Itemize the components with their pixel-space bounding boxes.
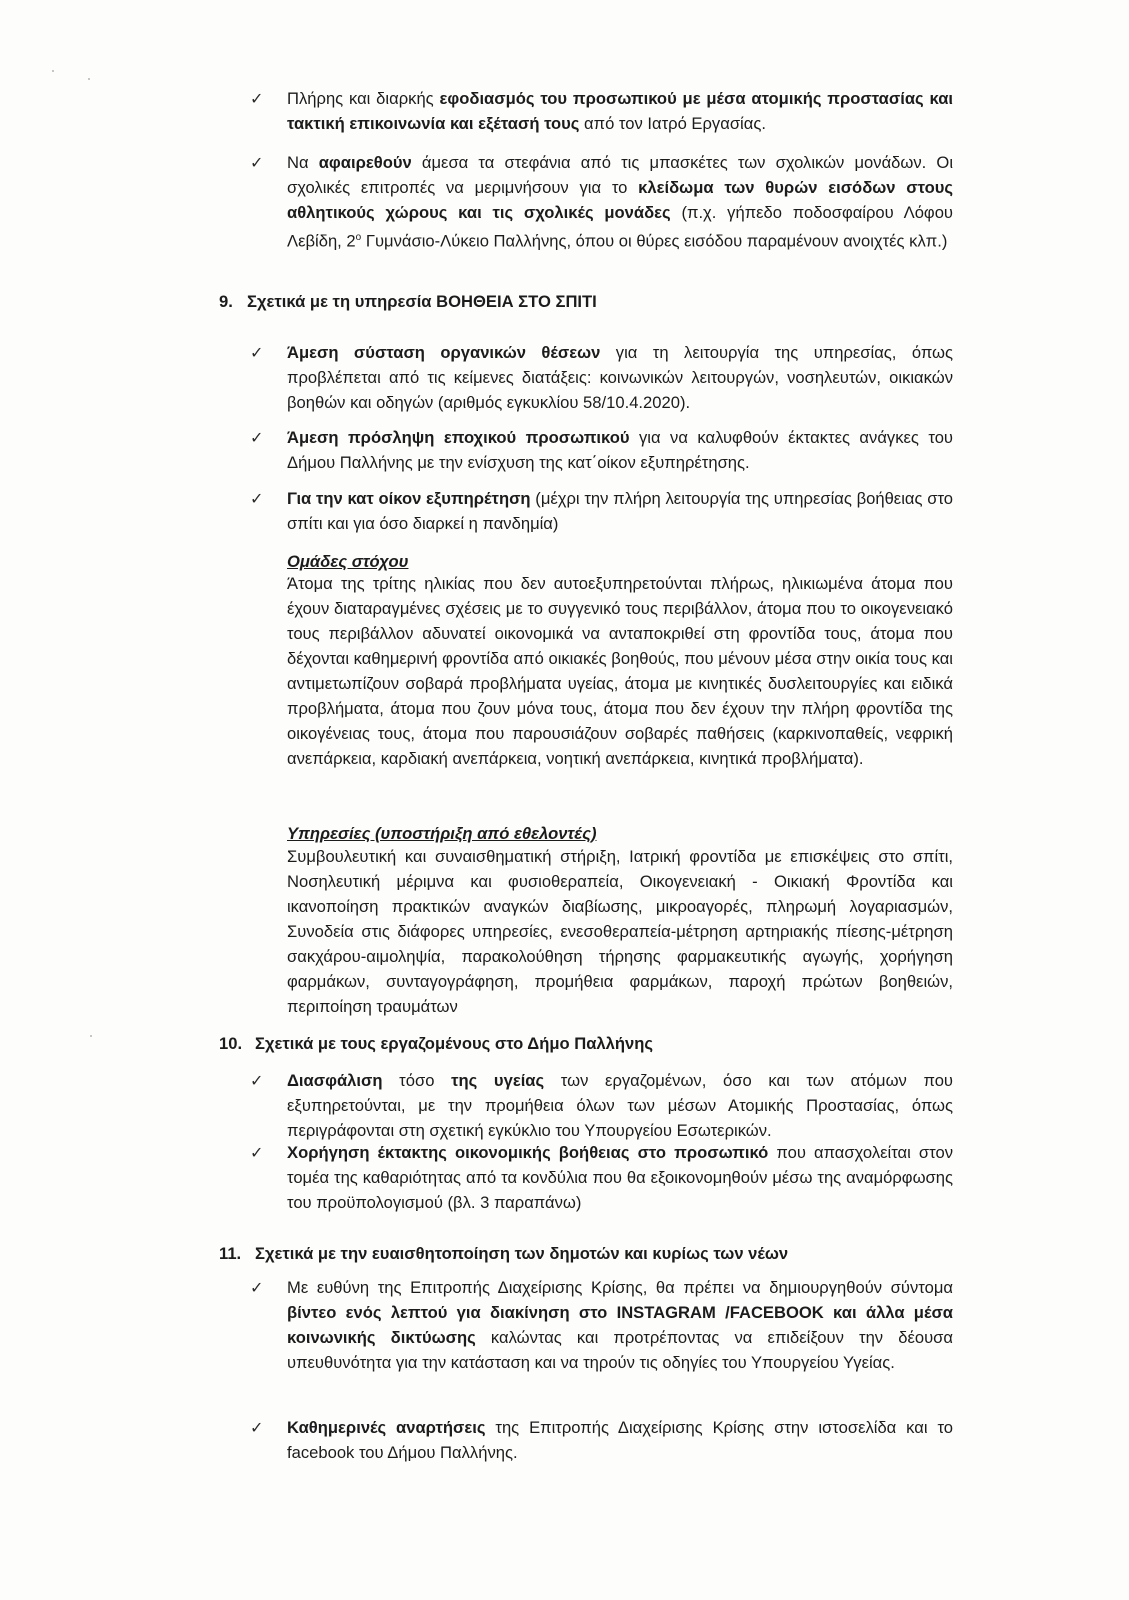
list-item-ppe: Πλήρης και διαρκής εφοδιασμός του προσωπικού με μέσα ατομικής προστασίας και τακτική επικοινωνία και εξέτασή τους από τον Ιατρό Εργασίας. xyxy=(287,89,954,133)
checkmark-icon: ✓ xyxy=(250,491,264,508)
checkmark-icon: ✓ xyxy=(250,1145,264,1162)
list-item-positions: Άμεση σύσταση οργανικών θέσεων για τη λειτουργία της υπηρεσίας, όπως προβλέπεται από τις κείμενες διατάξεις: κοινωνικών λειτουργών, νοσηλευτών, οικιακών βοηθών και οδηγών (αριθμός εγκυκλίου 58/10.4.2020). xyxy=(287,343,954,412)
target-groups-text: Άτομα της τρίτης ηλικίας που δεν αυτοεξυπηρετούνται πλήρως, ηλικιωμένα άτομα που έχουν διαταραγμένες σχέσεις με το συγγενικό τους περιβάλλον, άτομα που το οικογενειακό τους περιβάλλον αδυνατεί οικονομικά να ανταποκριθεί στη φροντίδα τους, άτομα που δέχονται καθημερινή φροντίδα από οικιακές βοηθούς, που μένουν μέσα στην οικία τους και αντιμετωπίζουν σοβαρά προβλήματα υγείας, άτομα με κινητικές δυσλειτουργίες και ειδικά προβλήματα, άτομα που ζουν μόνα τους, άτομα που δεν έχουν την πλήρη φροντίδα της οικογένειας τους, άτομα που παρουσιάζουν σοβαρές παθήσεις (καρκινοπαθείς, νεφρική ανεπάρκεια, καρδιακή ανεπάρκεια, νοητική ανεπάρκεια, κινητικά προβλήματα). xyxy=(287,574,953,768)
list-item-homecare: Για την κατ οίκον εξυπηρέτηση (μέχρι την πλήρη λειτουργία της υπηρεσίας βοήθειας στο σπίτι και για όσο διαρκεί η πανδημία) xyxy=(287,489,953,533)
checkmark-icon: ✓ xyxy=(250,430,264,447)
section-9-heading: 9. Σχετικά με τη υπηρεσία ΒΟΗΘΕΙΑ ΣΤΟ ΣΠΙΤΙ xyxy=(219,292,597,311)
scan-speck xyxy=(90,1035,92,1037)
checkmark-icon: ✓ xyxy=(250,1280,264,1297)
list-item-video: Με ευθύνη της Επιτροπής Διαχείρισης Κρίσης, θα πρέπει να δημιουργηθούν σύντομα βίντεο ενός λεπτού για διακίνηση στο INSTAGRAM /FACEBOOK και άλλα μέσα κοινωνικής δικτύωσης καλώντας και προτρέποντας να επιδείξουν την δέουσα υπευθυνότητα για την κατάσταση και να τηρούν τις οδηγίες του Υπουργείου Υγείας. xyxy=(287,1278,953,1372)
checkmark-icon: ✓ xyxy=(250,1073,264,1090)
checkmark-icon: ✓ xyxy=(250,1420,264,1437)
section-11-heading: 11. Σχετικά με την ευαισθητοποίηση των δημοτών και κυρίως των νέων xyxy=(219,1244,789,1263)
list-item-rims: Να αφαιρεθούν άμεσα τα στεφάνια από τις μπασκέτες των σχολικών μονάδων. Οι σχολικές επιτροπές να μεριμνήσουν για το κλείδωμα των θυρών εισόδων στους αθλητικούς χώρους και τις σχολικές μονάδες (π.χ. γήπεδο ποδοσφαίρου Λόφου Λεβίδη, $2^o$ Γυμνάσιο-Λύκειο Παλλήνης, όπου οι θύρες εισόδου παραμένουν ανοιχτές κλπ.) xyxy=(287,153,954,251)
list-item-financial: Χορήγηση έκτακτης οικονομικής βοήθειας στο προσωπικό που απασχολείται στον τομέα της καθαριότητας από τα κονδύλια που θα εξοικονομηθούν μέσω της αναμόρφωσης του προϋπολογισμού (βλ. 3 παραπάνω) xyxy=(287,1143,953,1212)
list-item-health: Διασφάλιση τόσο της υγείας των εργαζομένων, όσο και των ατόμων που εξυπηρετούνται, με την προμήθεια όλων των μέσων Ατομικής Προστασίας, όπως περιγράφονται στη σχετική εγκύκλιο του Υπουργείου Εσωτερικών. xyxy=(287,1071,954,1140)
checkmark-icon: ✓ xyxy=(250,155,264,172)
scan-speck xyxy=(52,70,54,72)
list-item-seasonal: Άμεση πρόσληψη εποχικού προσωπικού για να καλυφθούν έκτακτες ανάγκες του Δήμου Παλλήνης με την ενίσχυση της κατ΄οίκον εξυπηρέτησης. xyxy=(287,428,953,472)
checkmark-icon: ✓ xyxy=(250,91,264,108)
scan-speck xyxy=(88,78,90,80)
section-10-heading: 10. Σχετικά με τους εργαζομένους στο Δήμο Παλλήνης xyxy=(219,1034,654,1053)
services-heading: Υπηρεσίες (υποστήριξη από εθελοντές) xyxy=(287,824,597,843)
checkmark-icon: ✓ xyxy=(250,345,264,362)
services-text: Συμβουλευτική και συναισθηματική στήριξη, Ιατρική φροντίδα με επισκέψεις στο σπίτι, Νοσηλευτική μέριμνα και φυσιοθεραπεία, Οικογενειακή - Οικιακή Φροντίδα και ικανοποίηση πρακτικών αναγκών διαβίωσης, μικροαγορές, πληρωμή λογαριασμών, Συνοδεία στις διάφορες υπηρεσίες, ενεσοθεραπεία-μέτρηση αρτηριακής πίεσης-μέτρηση σακχάρου-αιμοληψία, παρακολούθηση τήρησης φαρμακευτικής αγωγής, χορήγηση φαρμάκων, συνταγογράφηση, προμήθεια φαρμάκων, παροχή πρώτων βοηθειών, περιποίηση τραυμάτων xyxy=(287,847,953,1016)
target-groups-heading: Ομάδες στόχου xyxy=(287,552,409,571)
list-item-daily: Καθημερινές αναρτήσεις της Επιτροπής Διαχείρισης Κρίσης στην ιστοσελίδα και το facebook του Δήμου Παλλήνης. xyxy=(287,1418,953,1462)
